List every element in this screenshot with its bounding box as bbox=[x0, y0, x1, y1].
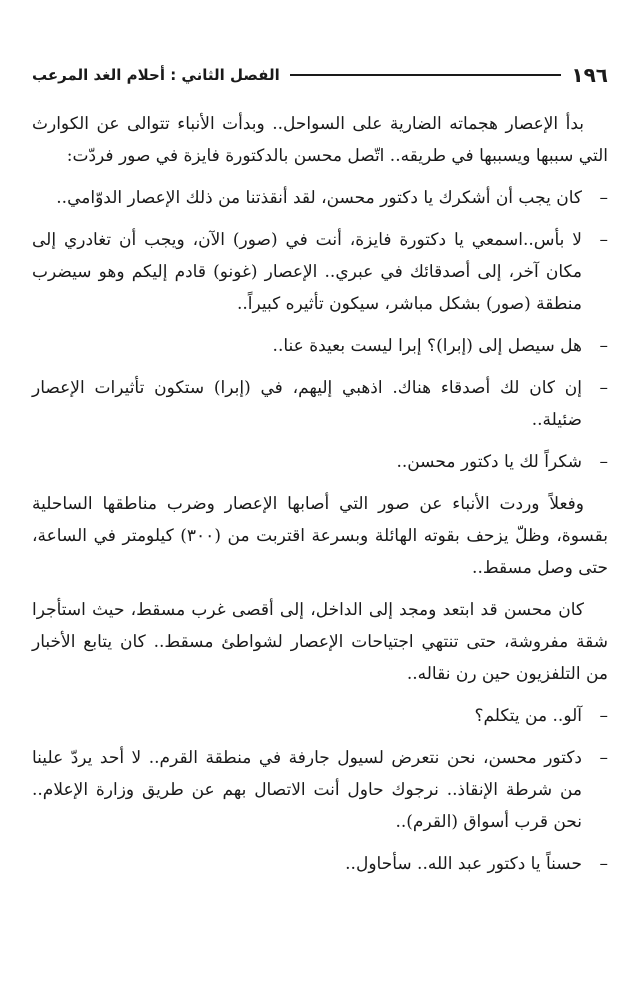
dialogue-line bbox=[32, 700, 608, 732]
running-title: الفصل الثاني : أحلام الغد المرعب bbox=[32, 66, 280, 84]
dialogue-line bbox=[32, 330, 608, 362]
paragraph: بدأ الإعصار هجماته الضارية على السواحل.. وبدأت الأنباء تتوالى عن الكوارث التي سببها ويسببها في طريقه.. اتّصل محسن بالدكتورة فايزة في صور فردّت: bbox=[32, 114, 608, 166]
dialogue-dash: – bbox=[599, 230, 608, 250]
book-page bbox=[32, 0, 608, 1000]
dialogue-text: لا بأس..اسمعي يا دكتورة فايزة، أنت في (صور) الآن، ويجب أن تغادري إلى مكان آخر، إلى أصدقائك في عبري.. الإعصار (غونو) قادم إليكم وهو سيضرب منطقة (صور) بشكل مباشر، سيكون تأثيره كبيراً.. bbox=[32, 230, 582, 314]
dialogue-dash: – bbox=[599, 378, 608, 398]
dialogue-line bbox=[32, 446, 608, 478]
dialogue-text: دكتور محسن، نحن نتعرض لسيول جارفة في منطقة القرم.. لا أحد يردّ علينا من شرطة الإنقاذ.. نرجوك حاول أنت الاتصال بهم عن طريق وزارة الإعلام.. نحن قرب أسواق (القرم).. bbox=[32, 748, 582, 832]
dialogue-dash: – bbox=[599, 188, 608, 208]
dialogue-dash: – bbox=[599, 452, 608, 472]
dialogue-text: إن كان لك أصدقاء هناك. اذهبي إليهم، في (إبرا) ستكون تأثيرات الإعصار ضئيلة.. bbox=[32, 378, 582, 430]
page-body bbox=[32, 108, 608, 890]
dialogue-text: هل سيصل إلى (إبرا)؟ إبرا ليست بعيدة عنا.. bbox=[272, 336, 582, 356]
page-number: ١٩٦ bbox=[571, 63, 608, 87]
page-header bbox=[32, 60, 608, 90]
header-rule bbox=[290, 74, 562, 76]
dialogue-dash: – bbox=[599, 336, 608, 356]
dialogue-text: حسناً يا دكتور عبد الله.. سأحاول.. bbox=[345, 854, 582, 874]
dialogue-line bbox=[32, 848, 608, 880]
dialogue-dash: – bbox=[599, 748, 608, 768]
dialogue-line bbox=[32, 372, 608, 436]
dialogue-line bbox=[32, 182, 608, 214]
paragraph: وفعلاً وردت الأنباء عن صور التي أصابها الإعصار وضرب مناطقها الساحلية بقسوة، وظلّ يزحف بقوته الهائلة وبسرعة اقتربت من (٣٠٠) كيلومتر في الساعة، حتى وصل مسقط.. bbox=[32, 494, 608, 578]
dialogue-line bbox=[32, 224, 608, 320]
dialogue-text: شكراً لك يا دكتور محسن.. bbox=[396, 452, 582, 472]
dialogue-text: آلو.. من يتكلم؟ bbox=[474, 706, 582, 726]
paragraph: كان محسن قد ابتعد ومجد إلى الداخل، إلى أقصى غرب مسقط، حيث استأجرا شقة مفروشة، حتى تنتهي اجتياحات الإعصار لشواطئ مسقط.. كان يتابع الأخبار من التلفزيون حين رن نقاله.. bbox=[32, 600, 608, 684]
dialogue-dash: – bbox=[599, 706, 608, 726]
dialogue-line bbox=[32, 742, 608, 838]
dialogue-dash: – bbox=[599, 854, 608, 874]
dialogue-text: كان يجب أن أشكرك يا دكتور محسن، لقد أنقذتنا من ذلك الإعصار الدوّامي.. bbox=[56, 188, 582, 208]
